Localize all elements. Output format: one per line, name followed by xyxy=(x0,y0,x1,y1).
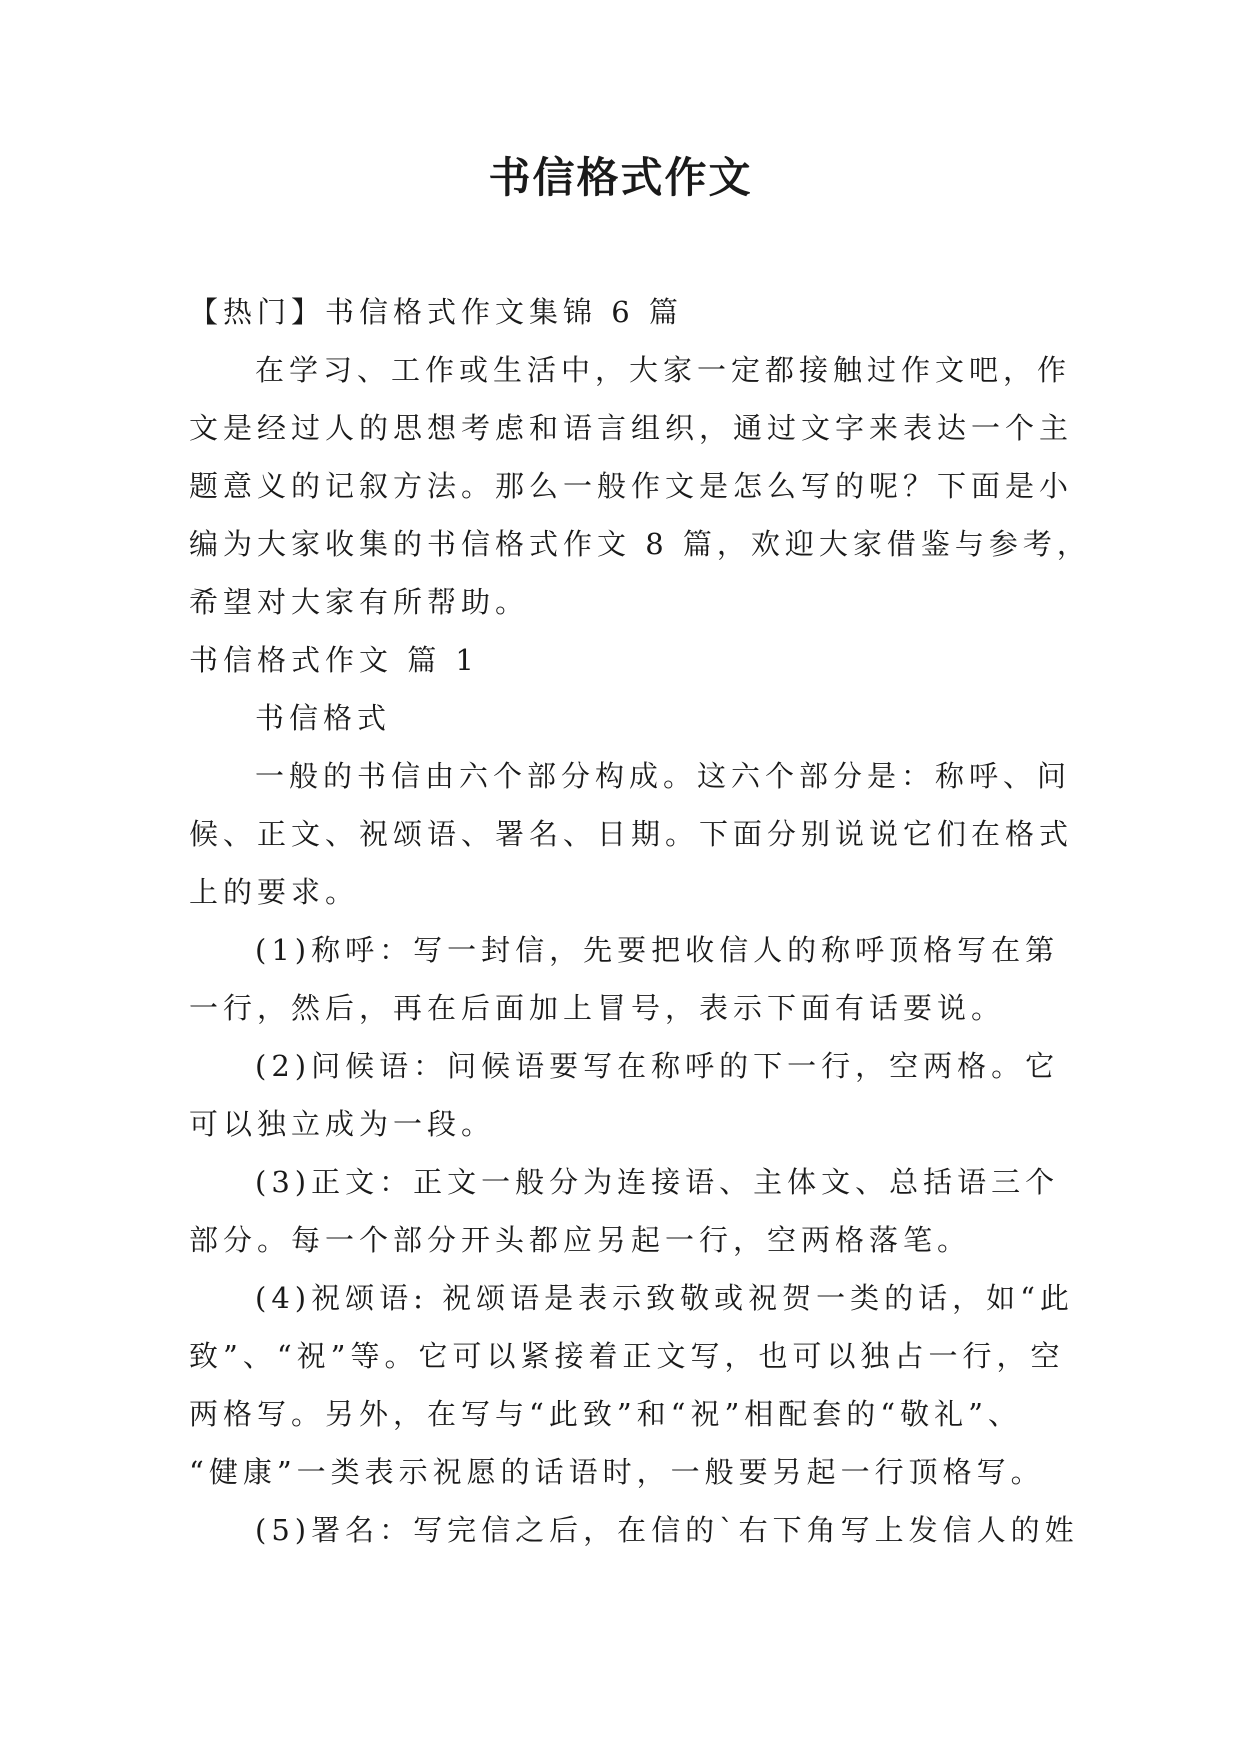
intro-line-5: 希望对大家有所帮助。 xyxy=(189,585,530,619)
paragraph-line: 一般的书信由六个部分构成。这六个部分是：称呼、问 xyxy=(255,759,1072,793)
section-heading: 书信格式作文 篇 1 xyxy=(189,643,479,677)
document-body xyxy=(189,283,1091,1559)
item-2-line: (2)问候语：问候语要写在称呼的下一行，空两格。它 xyxy=(255,1049,1060,1083)
intro-line-3: 题意义的记叙方法。那么一般作文是怎么写的呢？下面是小 xyxy=(189,469,1074,503)
item-4-line: 两格写。另外，在写与“此致”和“祝”相配套的“敬礼”、 xyxy=(189,1397,1022,1431)
paragraph-line: 上的要求。 xyxy=(189,875,360,909)
subtitle-line: 【热门】书信格式作文集锦 6 篇 xyxy=(189,295,683,329)
section-subheading: 书信格式 xyxy=(255,701,392,735)
item-4-line: (4)祝颂语: 祝颂语是表示致敬或祝贺一类的话，如“此 xyxy=(255,1281,1074,1315)
paragraph-line: 候、正文、祝颂语、署名、日期。下面分别说说它们在格式 xyxy=(189,817,1074,851)
intro-line-2: 文是经过人的思想考虑和语言组织，通过文字来表达一个主 xyxy=(189,411,1074,445)
item-1-line: 一行，然后，再在后面加上冒号，表示下面有话要说。 xyxy=(189,991,1006,1025)
item-5-line: (5)署名：写完信之后，在信的`右下角写上发信人的姓 xyxy=(255,1513,1079,1547)
intro-line-4: 编为大家收集的书信格式作文 8 篇，欢迎大家借鉴与参考， xyxy=(189,527,1091,561)
item-2-line: 可以独立成为一段。 xyxy=(189,1107,496,1141)
item-4-line: “健康”一类表示祝愿的话语时，一般要另起一行顶格写。 xyxy=(189,1455,1045,1489)
document-title: 书信格式作文 xyxy=(488,153,753,202)
item-4-line: 致”、“祝”等。它可以紧接着正文写，也可以独占一行，空 xyxy=(189,1339,1065,1373)
item-3-line: 部分。每一个部分开头都应另起一行，空两格落笔。 xyxy=(189,1223,972,1257)
item-3-line: (3)正文：正文一般分为连接语、主体文、总括语三个 xyxy=(255,1165,1060,1199)
intro-line-1: 在学习、工作或生活中，大家一定都接触过作文吧，作 xyxy=(255,353,1072,387)
item-1-line: (1)称呼：写一封信，先要把收信人的称呼顶格写在第 xyxy=(255,933,1060,967)
